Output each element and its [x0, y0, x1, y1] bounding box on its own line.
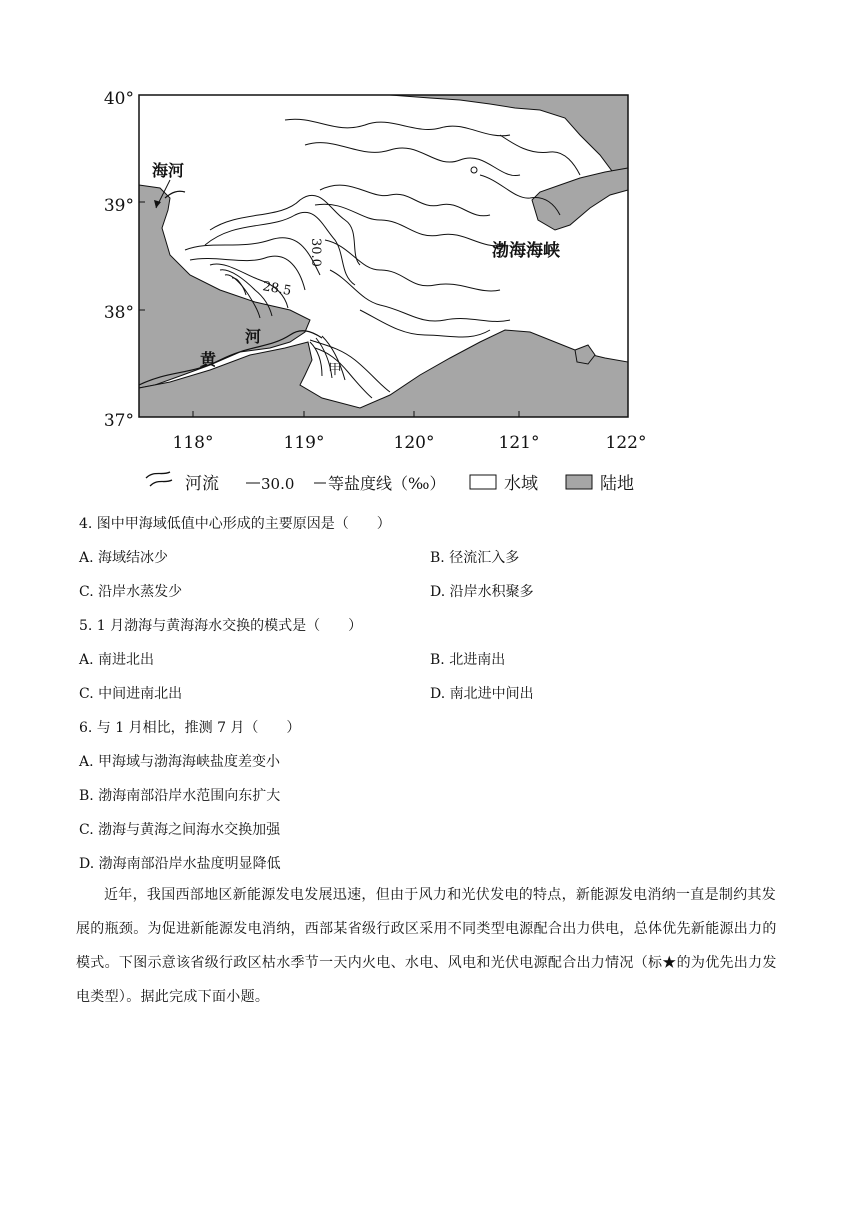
- option-c[interactable]: C. 沿岸水蒸发少: [79, 584, 183, 600]
- option-a[interactable]: A. 海域结冰少: [79, 550, 169, 566]
- bohai-salinity-map: [60, 80, 660, 500]
- label-strait: 渤海海峡: [492, 241, 560, 261]
- option-d[interactable]: D. 南北进中间出: [430, 686, 534, 702]
- question-stem: 6. 与 1 月相比，推测 7 月（ ）: [79, 720, 301, 736]
- legend-water: 水域: [504, 474, 538, 494]
- material-paragraph: 近年，我国西部地区新能源发电发展迅速，但由于风力和光伏发电的特点，新能源发电消纳一直是制约其发展的瓶颈。为促进新能源发电消纳，西部某省级行政区采用不同类型电源配合出力供电，总体优先新能源出力的模式。下图示意该省级行政区枯水季节一天内火电、水电、风电和光伏电源配合出力情况（标★的为优先出力发电类型）。据此完成下面小题。: [76, 887, 777, 1005]
- lon-label-118: 118°: [172, 433, 214, 453]
- lat-label-40: 40°: [103, 89, 134, 109]
- legend-river: 河流: [185, 474, 219, 494]
- option-a[interactable]: A. 甲海域与渤海海峡盐度差变小: [79, 754, 281, 770]
- lon-label-120: 120°: [393, 433, 435, 453]
- lon-label-122: 122°: [605, 433, 647, 453]
- option-a[interactable]: A. 南进北出: [79, 652, 155, 668]
- option-b[interactable]: B. 渤海南部沿岸水范围向东扩大: [79, 788, 281, 804]
- lon-label-121: 121°: [498, 433, 540, 453]
- legend-contour-sample: 30.0: [261, 475, 295, 493]
- contour-label-28-5: 28.5: [261, 279, 293, 299]
- land-legend-swatch: [566, 475, 592, 489]
- lon-label-119: 119°: [283, 433, 325, 453]
- map-legend: [146, 472, 634, 494]
- label-haihe: 海河: [152, 161, 185, 180]
- option-d[interactable]: D. 沿岸水积聚多: [430, 584, 534, 600]
- question-stem: 5. 1 月渤海与黄海海水交换的模式是（ ）: [79, 618, 363, 634]
- question-stem: 4. 图中甲海域低值中心形成的主要原因是（ ）: [79, 516, 391, 532]
- label-huang: 黄: [200, 350, 217, 369]
- option-b[interactable]: B. 北进南出: [430, 652, 506, 668]
- option-d[interactable]: D. 渤海南部沿岸水盐度明显降低: [79, 856, 281, 872]
- label-jia: 甲: [328, 362, 342, 378]
- legend-contour: 等盐度线（‰）: [328, 474, 446, 493]
- option-c[interactable]: C. 中间进南北出: [79, 686, 183, 702]
- lat-label-37: 37°: [103, 411, 134, 431]
- label-he: 河: [245, 327, 262, 346]
- legend-land: 陆地: [600, 474, 634, 494]
- contour-label-30: 30.0: [308, 238, 323, 267]
- lat-label-38: 38°: [103, 303, 134, 323]
- water-legend-swatch: [470, 475, 496, 489]
- lat-label-39: 39°: [103, 196, 134, 216]
- river-legend-icon: [146, 472, 172, 486]
- option-c[interactable]: C. 渤海与黄海之间海水交换加强: [79, 822, 281, 838]
- option-b[interactable]: B. 径流汇入多: [430, 550, 520, 566]
